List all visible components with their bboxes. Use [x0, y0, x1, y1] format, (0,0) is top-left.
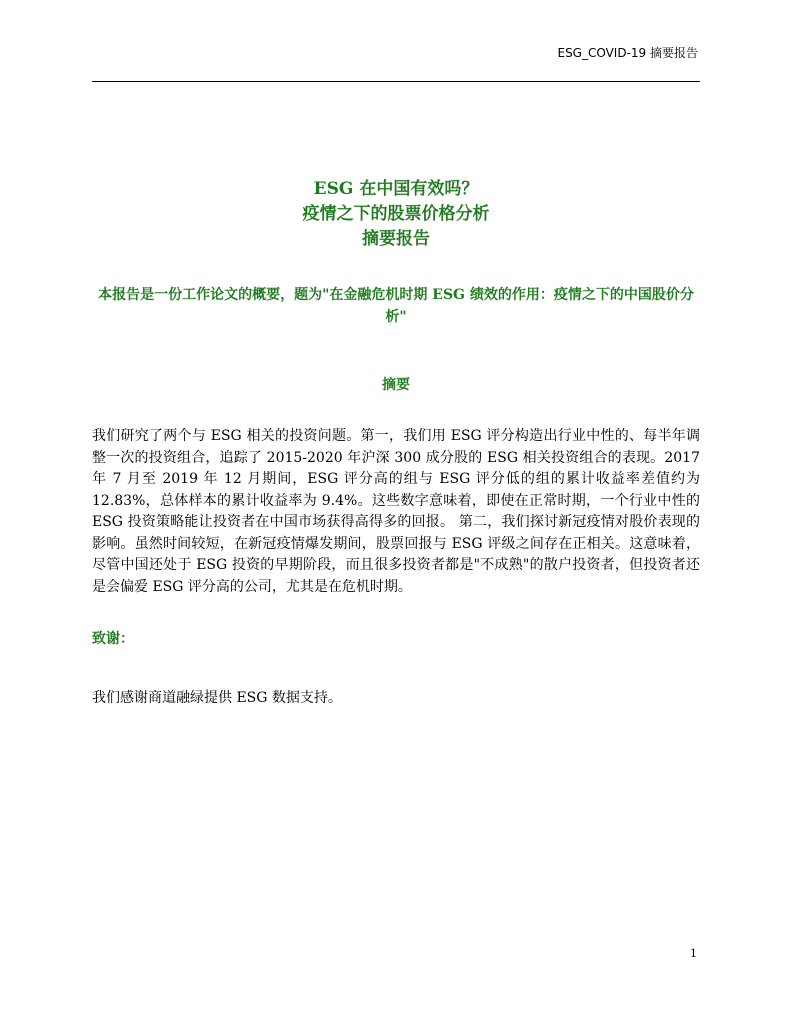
document-subtitle: 本报告是一份工作论文的概要，题为"在金融危机时期 ESG 绩效的作用：疫情之下的中国股价分析" [98, 287, 694, 325]
page-number: 1 [690, 947, 697, 960]
title-line-1: ESG 在中国有效吗？ [313, 179, 479, 199]
document-title [92, 177, 700, 252]
abstract-paragraph: 我们研究了两个与 ESG 相关的投资问题。第一，我们用 ESG 评分构造出行业中性的、每半年调整一次的投资组合，追踪了 2015-2020 年沪深 300 成分股的 ESG 相关投资组合的表现。2017 年 7 月至 2019 年 12 月期间，ESG 评分高的组与 ESG 评分低的组的累计收益率差值约为 12.83%，总体样本的累计收益率为 9.4%。这些数字意味着，即使在正常时期，一个行业中性的 ESG 投资策略能让投资者在中国市场获得高得多的回报。 第二，我们探讨新冠疫情对股价表现的影响。虽然时间较短，在新冠疫情爆发期间，股票回报与 ESG 评级之间存在正相关。这意味着，尽管中国还处于 ESG 投资的早期阶段，而且很多投资者都是"不成熟"的散户投资者，但投资者还是会偏爱 ESG 评分高的公司，尤其是在危机时期。 [92, 428, 700, 595]
header-divider [92, 81, 700, 82]
running-header: ESG_COVID-19 摘要报告 [557, 46, 698, 60]
acknowledgement-paragraph: 我们感谢商道融绿提供 ESG 数据支持。 [92, 690, 342, 706]
acknowledgement-heading: 致谢： [92, 631, 134, 647]
title-line-3: 摘要报告 [362, 229, 430, 249]
abstract-heading: 摘要 [382, 377, 410, 393]
title-line-2: 疫情之下的股票价格分析 [302, 204, 490, 224]
